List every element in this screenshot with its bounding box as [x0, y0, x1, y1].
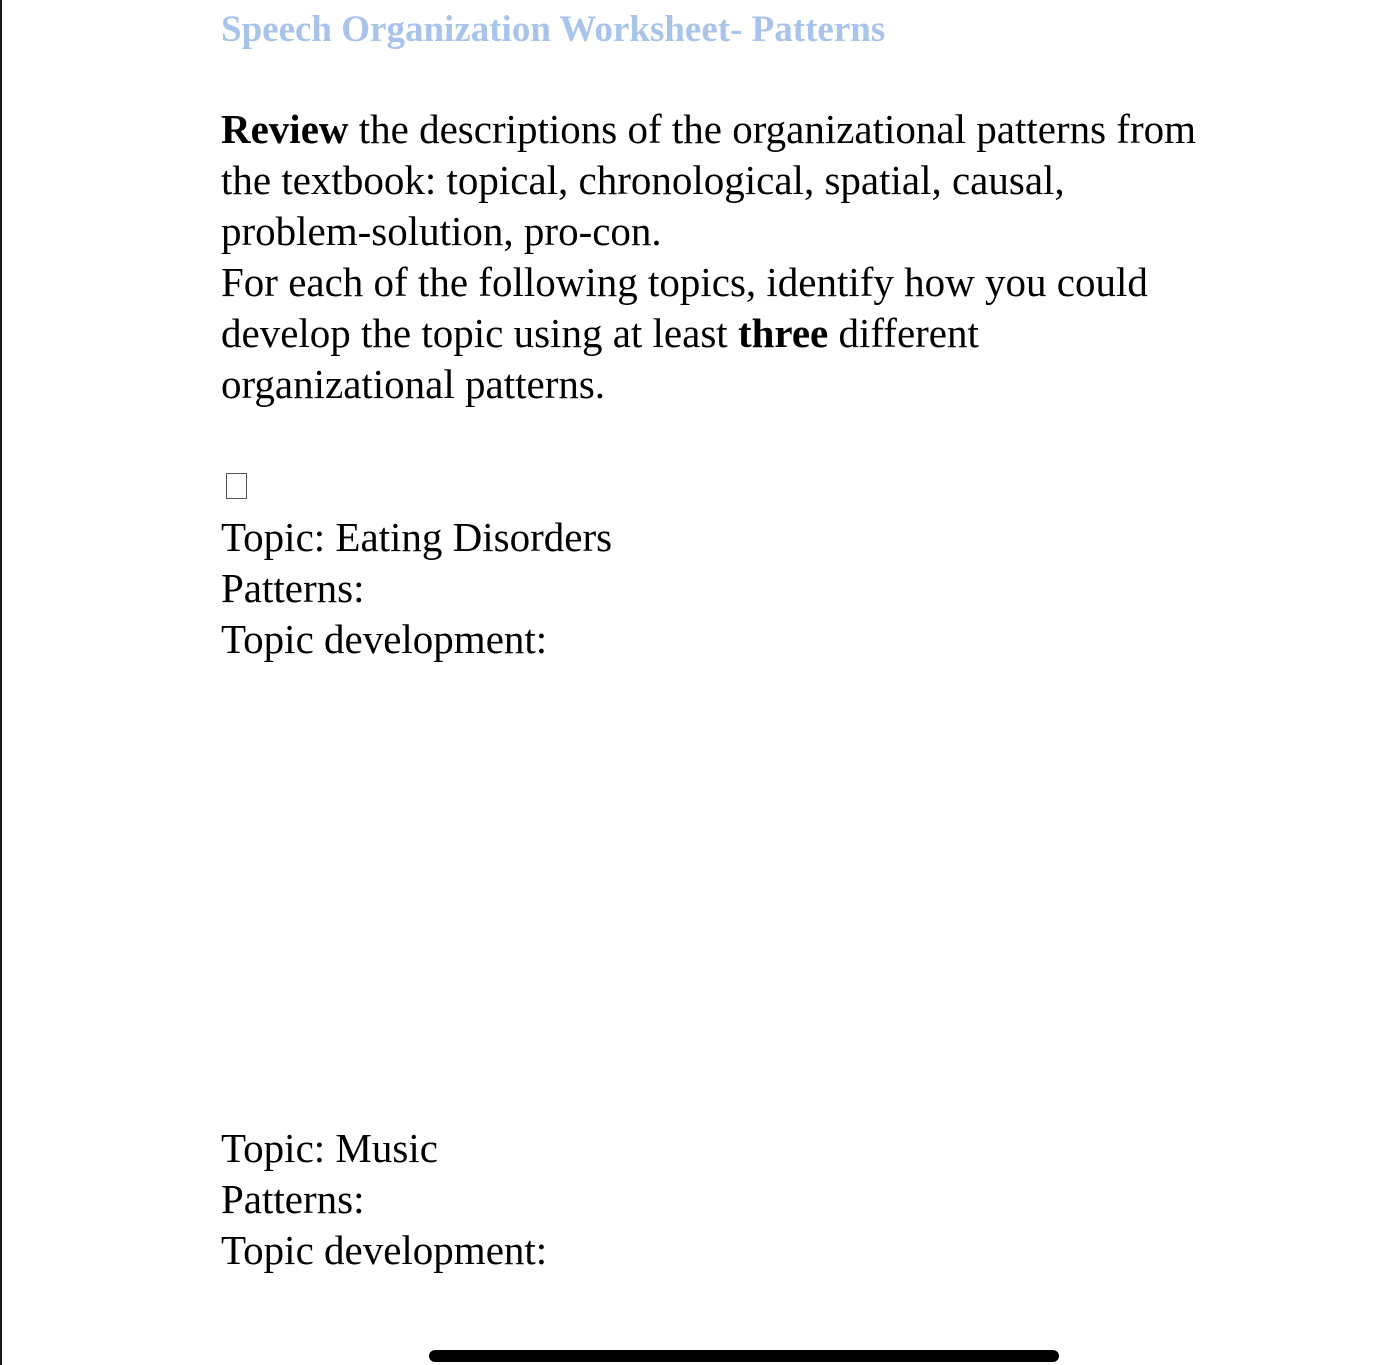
- topic-section-music: [221, 1123, 547, 1276]
- patterns-label: Patterns:: [221, 565, 365, 611]
- instructions-line-5-end: different: [828, 310, 979, 356]
- instructions-paragraph: [221, 104, 1301, 410]
- home-indicator-bar[interactable]: [429, 1350, 1059, 1362]
- instructions-line-2: the textbook: topical, chronological, spatial, causal,: [221, 157, 1065, 203]
- instructions-line-3: problem-solution, pro-con.: [221, 208, 662, 254]
- instructions-line-5-start: develop the topic using at least: [221, 310, 738, 356]
- checkbox[interactable]: [226, 473, 247, 499]
- instructions-line-1: [221, 104, 1301, 155]
- instructions-line-1-text: the descriptions of the organizational patterns from: [348, 106, 1196, 152]
- page-left-border: [0, 0, 2, 1365]
- instructions-line-6: organizational patterns.: [221, 361, 606, 407]
- topic-label: Topic: Eating Disorders: [221, 514, 613, 560]
- review-bold: Review: [221, 106, 349, 152]
- instructions-line-4: For each of the following topics, identify how you could: [221, 259, 1148, 305]
- topic-label: Topic: Music: [221, 1125, 438, 1171]
- worksheet-title: Speech Organization Worksheet- Patterns: [221, 9, 886, 50]
- topic-development-label: Topic development:: [221, 616, 548, 662]
- topic-development-label: Topic development:: [221, 1227, 548, 1273]
- three-bold: three: [737, 310, 829, 356]
- patterns-label: Patterns:: [221, 1176, 365, 1222]
- instructions-line-5: [221, 308, 1301, 359]
- topic-section-eating-disorders: [221, 512, 612, 665]
